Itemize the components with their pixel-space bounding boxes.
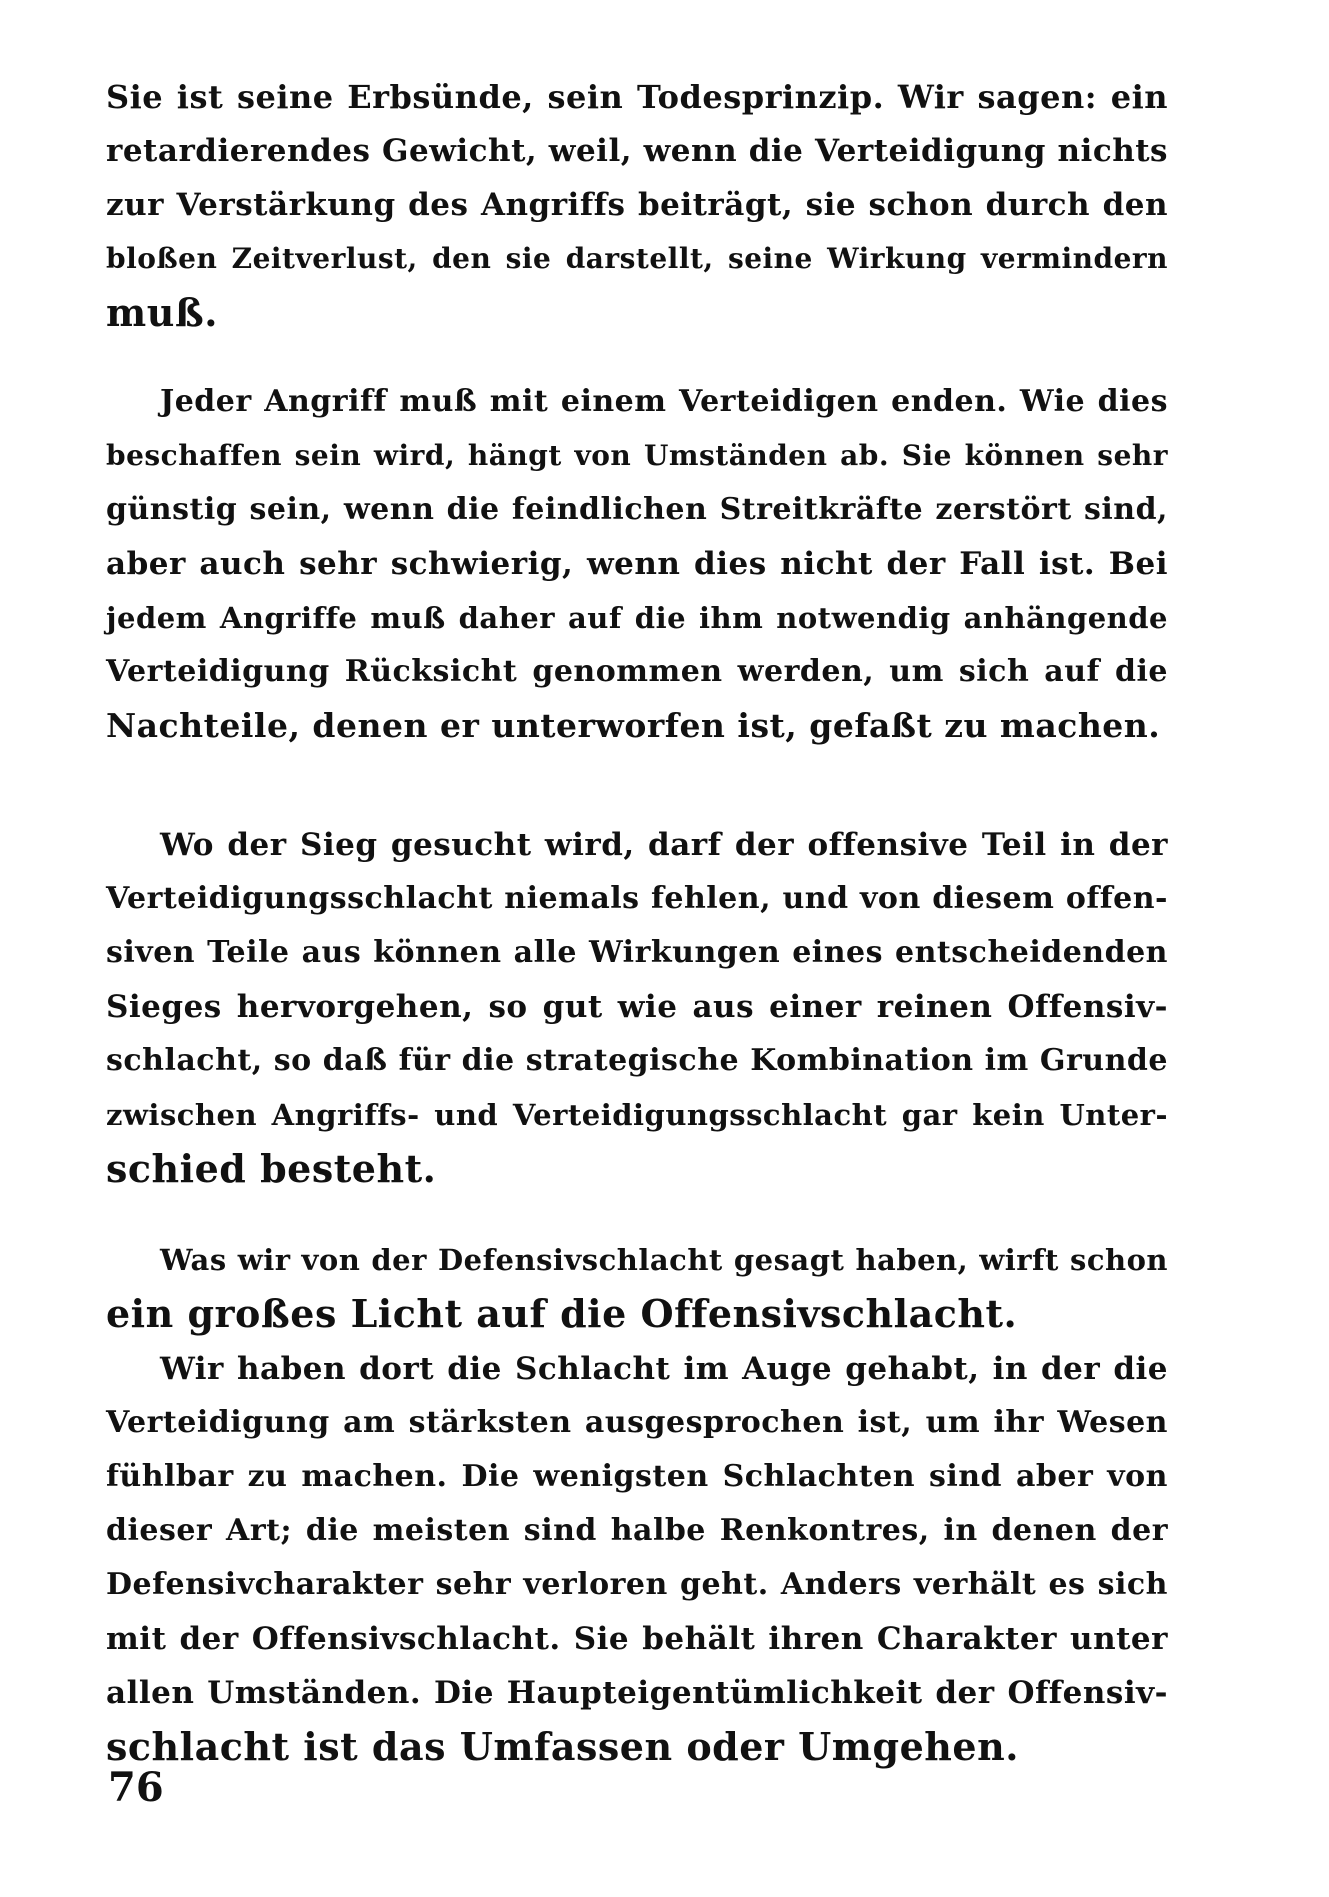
text-line: Sieges hervorgehen, so gut wie aus einer reinen Offensiv- bbox=[106, 989, 1168, 1025]
text-line: Was wir von der Defensivschlacht gesagt haben, wirft schon bbox=[160, 1243, 1168, 1277]
paragraph-2 bbox=[106, 375, 1168, 753]
text-line: Defensivcharakter sehr verloren geht. Anders verhält es sich bbox=[106, 1567, 1168, 1602]
text-line: schlacht ist das Umfassen oder Umgehen. bbox=[106, 1724, 1019, 1769]
text-line: allen Umständen. Die Haupteigentümlichkeit der Offensiv- bbox=[106, 1675, 1168, 1711]
text-line: muß. bbox=[106, 290, 218, 335]
text-line: günstig sein, wenn die feindlichen Streitkräfte zerstört sind, bbox=[106, 492, 1168, 527]
paragraph-3 bbox=[106, 818, 1168, 1196]
paragraph-5 bbox=[106, 1342, 1168, 1774]
text-line: Wo der Sieg gesucht wird, darf der offensive Teil in der bbox=[160, 827, 1168, 863]
text-line: Wir haben dort die Schlacht im Auge gehabt, in der die bbox=[160, 1351, 1168, 1387]
text-line: Jeder Angriff muß mit einem Verteidigen enden. Wie dies bbox=[160, 384, 1168, 419]
text-line: Verteidigungsschlacht niemals fehlen, und von diesem offen- bbox=[106, 881, 1168, 916]
text-line: aber auch sehr schwierig, wenn dies nicht der Fall ist. Bei bbox=[106, 546, 1168, 582]
text-line: Sie ist seine Erbsünde, sein Todesprinzip. Wir sagen: ein bbox=[106, 78, 1168, 116]
page-number: 76 bbox=[108, 1764, 164, 1811]
text-line: retardierendes Gewicht, weil, wenn die Verteidigung nichts bbox=[106, 133, 1168, 169]
paragraph-4 bbox=[106, 1233, 1168, 1341]
text-line: Verteidigung am stärksten ausgesprochen ist, um ihr Wesen bbox=[106, 1405, 1168, 1440]
text-line: beschaffen sein wird, hängt von Umständen ab. Sie können sehr bbox=[106, 439, 1168, 472]
text-line: bloßen Zeitverlust, den sie darstellt, seine Wirkung vermindern bbox=[106, 242, 1168, 275]
text-line: dieser Art; die meisten sind halbe Renkontres, in denen der bbox=[106, 1513, 1168, 1548]
text-line: jedem Angriffe muß daher auf die ihm notwendig anhängende bbox=[106, 601, 1168, 635]
text-line: Nachteile, denen er unterworfen ist, gefaßt zu machen. bbox=[106, 706, 1161, 745]
text-line: schlacht, so daß für die strategische Kombination im Grunde bbox=[106, 1043, 1168, 1078]
text-line: ein großes Licht auf die Offensivschlacht. bbox=[106, 1291, 1018, 1336]
text-line: mit der Offensivschlacht. Sie behält ihren Charakter unter bbox=[106, 1621, 1168, 1657]
text-line: siven Teile aus können alle Wirkungen eines entscheidenden bbox=[106, 935, 1168, 970]
paragraph-1 bbox=[106, 70, 1168, 340]
text-line: schied besteht. bbox=[106, 1146, 437, 1191]
text-line: zwischen Angriffs- und Verteidigungsschlacht gar kein Unter- bbox=[106, 1098, 1168, 1132]
text-line: zur Verstärkung des Angriffs beiträgt, sie schon durch den bbox=[106, 187, 1168, 223]
text-line: fühlbar zu machen. Die wenigsten Schlachten sind aber von bbox=[106, 1459, 1168, 1494]
text-line: Verteidigung Rücksicht genommen werden, um sich auf die bbox=[106, 654, 1168, 689]
